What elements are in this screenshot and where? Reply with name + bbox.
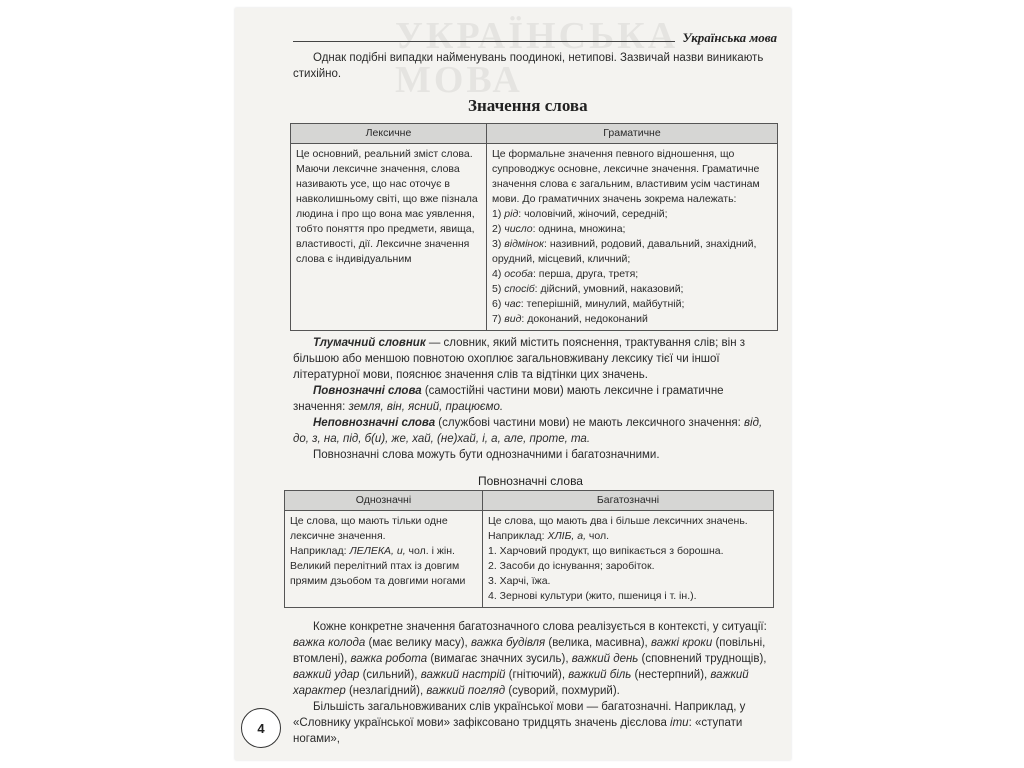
list-item [492, 282, 772, 297]
polysemy-verb: іти [670, 717, 689, 729]
paragraph-polysemy [293, 699, 779, 747]
context-paragraphs [293, 619, 779, 747]
example-grammar: чол. і жін. [405, 545, 455, 557]
context-gloss: (суворий, похмурий). [505, 685, 620, 697]
context-gloss: (вимагає значних зусиль), [427, 653, 572, 665]
context-phrase: важкий удар [293, 669, 360, 681]
single-meaning-cell [285, 511, 483, 608]
item-number: 2) [492, 223, 502, 235]
text-full-words: (самостійні частини мови) мають лексичне і граматичне значення: [293, 385, 724, 413]
full-words-table-row [285, 511, 774, 608]
full-words-table-header [285, 491, 774, 511]
list-item [492, 297, 772, 312]
item-text: : доконаний, недоконаний [521, 313, 648, 325]
text-dictionary: — словник, який містить пояснення, трактування слів; він з більшою або меншою повнотою охоплює загальновживану лексику тієї чи іншої літературної мови, пояснює значення слів та відтінки цих значень. [293, 337, 746, 381]
lexical-definition: Це основний, реальний зміст слова. Маючи лексичне значення, слова називають усе, що нас оточує в навколишньому світі, що вже пізнала людина і про що вона має уявлення, тобто поняття про предмети, явища, властивості, дії. Лексичне значення слова є індивідуальним [296, 148, 478, 265]
item-number: 7) [492, 313, 502, 325]
text-function-words: (службові частини мови) не мають лексичного значення: [435, 417, 745, 429]
item-number: 4) [492, 268, 502, 280]
context-phrase: важкий погляд [426, 685, 506, 697]
paragraph-full-words [293, 383, 779, 415]
term-dictionary: Тлумачний словник [313, 337, 426, 349]
full-words-table [284, 490, 774, 608]
header-lexical: Лексичне [291, 124, 487, 144]
multi-meaning-cell [483, 511, 774, 608]
item-term: час [504, 298, 521, 310]
list-item [492, 267, 772, 282]
context-phrase: важка будівля [470, 637, 546, 649]
context-gloss: (сповнений труднощів), [638, 653, 767, 665]
example-word: ЛЕЛЕКА, и, [349, 545, 406, 557]
paragraph-dictionary [293, 335, 779, 383]
context-gloss: (нестерпний), [631, 669, 711, 681]
example-word: ХЛІБ, а, [547, 530, 586, 542]
book-page [235, 8, 791, 760]
item-text: : теперішній, минулий, майбутній; [520, 298, 685, 310]
item-number: 1) [492, 208, 502, 220]
list-item [492, 312, 772, 327]
context-gloss: (повільні, втомлені), [293, 637, 766, 665]
section-title-word-meaning: Значення слова [468, 96, 588, 115]
meaning-table-row [291, 144, 778, 331]
example-prefix: Наприклад: [290, 545, 350, 557]
page-number-badge: 4 [241, 708, 281, 748]
context-gloss: (велика, масивна), [545, 637, 651, 649]
item-number: 3) [492, 238, 502, 250]
header-single-meaning: Однозначні [285, 491, 483, 511]
multi-meaning-definition: Це слова, що мають два і більше лексичних значень. [488, 515, 748, 527]
context-gloss: (має велику масу), [365, 637, 471, 649]
context-phrase: важкі кроки [650, 637, 713, 649]
context-phrase: важкий біль [568, 669, 632, 681]
multi-meaning-example [488, 529, 768, 544]
context-lead: Кожне конкретне значення багатозначного слова реалізується в контексті, у ситуації: [313, 621, 767, 633]
grammatical-list [492, 207, 772, 327]
single-meaning-definition: Це слова, що мають тільки одне лексичне значення. [290, 515, 448, 542]
header-title: Українська мова [682, 30, 777, 45]
intro-text: Однак подібні випадки найменувань поодинокі, нетипові. Зазвичай назви виникають стихійно. [293, 52, 764, 80]
polysemy-text: Більшість загальновживаних слів української мови — багатозначні. Наприклад, у «Словнику української мови» зафіксовано тридцять значень дієслова [293, 701, 746, 729]
body-paragraphs [293, 335, 779, 463]
context-gloss: (сильний), [359, 669, 421, 681]
grammatical-cell [487, 144, 778, 331]
header-watermark: УКРАЇНСЬКА МОВА [395, 15, 679, 101]
example-prefix: Наприклад: [488, 530, 548, 542]
item-number: 6) [492, 298, 502, 310]
meaning-item: 4. Зернові культури (жито, пшениця і т. ін.). [488, 590, 697, 602]
item-term: особа [504, 268, 533, 280]
item-text: : перша, друга, третя; [532, 268, 639, 280]
list-item [492, 207, 772, 222]
item-term: рід [504, 208, 519, 220]
grammatical-definition: Це формальне значення певного відношення, що супроводжує основне, лексичне значення. Граматичне значення слова є загальним, властивим усім частинам мови. До граматичних значень зокрема належать: [492, 148, 760, 205]
term-full-words: Повнозначні слова [313, 385, 422, 397]
context-phrase: важкий день [571, 653, 639, 665]
item-term: спосіб [504, 283, 535, 295]
context-phrase: важка робота [350, 653, 428, 665]
context-gloss: (незлагідний), [345, 685, 427, 697]
item-term: вид [504, 313, 522, 325]
intro-paragraph [293, 50, 779, 82]
single-meaning-example [290, 544, 477, 559]
single-meaning-gloss: Великий перелітний птах із довгим прямим дзьобом та довгими ногами [290, 560, 466, 587]
meaning-item: 1. Харчовий продукт, що випікається з борошна. [488, 545, 724, 557]
header-grammatical: Граматичне [487, 124, 778, 144]
context-phrase: важкий настрій [420, 669, 506, 681]
examples-function-words: від, до, з, на, під, б(и), же, хай, (не)хай, і, а, але, проте, та. [293, 417, 763, 445]
item-text: : називний, родовий, давальний, знахідний, орудний, місцевий, кличний; [492, 238, 757, 265]
item-text: : дійсний, умовний, наказовий; [534, 283, 684, 295]
lexical-cell [291, 144, 487, 331]
list-item [492, 222, 772, 237]
paragraph-context [293, 619, 779, 699]
example-grammar: чол. [586, 530, 610, 542]
meaning-item: 2. Засоби до існування; заробіток. [488, 560, 655, 572]
context-gloss: (гнітючий), [505, 669, 569, 681]
examples-full-words: земля, він, ясний, працюємо. [348, 401, 504, 413]
list-item [492, 237, 772, 267]
meaning-item: 3. Харчі, їжа. [488, 575, 551, 587]
item-text: : однина, множина; [532, 223, 626, 235]
polysemy-tail: : «ступати ногами», [293, 717, 743, 745]
paragraph-classification: Повнозначні слова можуть бути однозначними і багатозначними. [313, 449, 660, 461]
context-phrase: важка колода [293, 637, 366, 649]
term-function-words: Неповнозначні слова [313, 417, 436, 429]
context-phrase: важкий характер [293, 669, 749, 697]
header-rule [293, 41, 675, 42]
meaning-table [290, 123, 778, 331]
item-number: 5) [492, 283, 502, 295]
meaning-table-header [291, 124, 778, 144]
header-multi-meaning: Багатозначні [483, 491, 774, 511]
section-title-full-words: Повнозначні слова [478, 474, 583, 488]
item-text: : чоловічий, жіночий, середній; [518, 208, 668, 220]
item-term: відмінок [504, 238, 544, 250]
item-term: число [504, 223, 533, 235]
paragraph-function-words [293, 415, 779, 447]
